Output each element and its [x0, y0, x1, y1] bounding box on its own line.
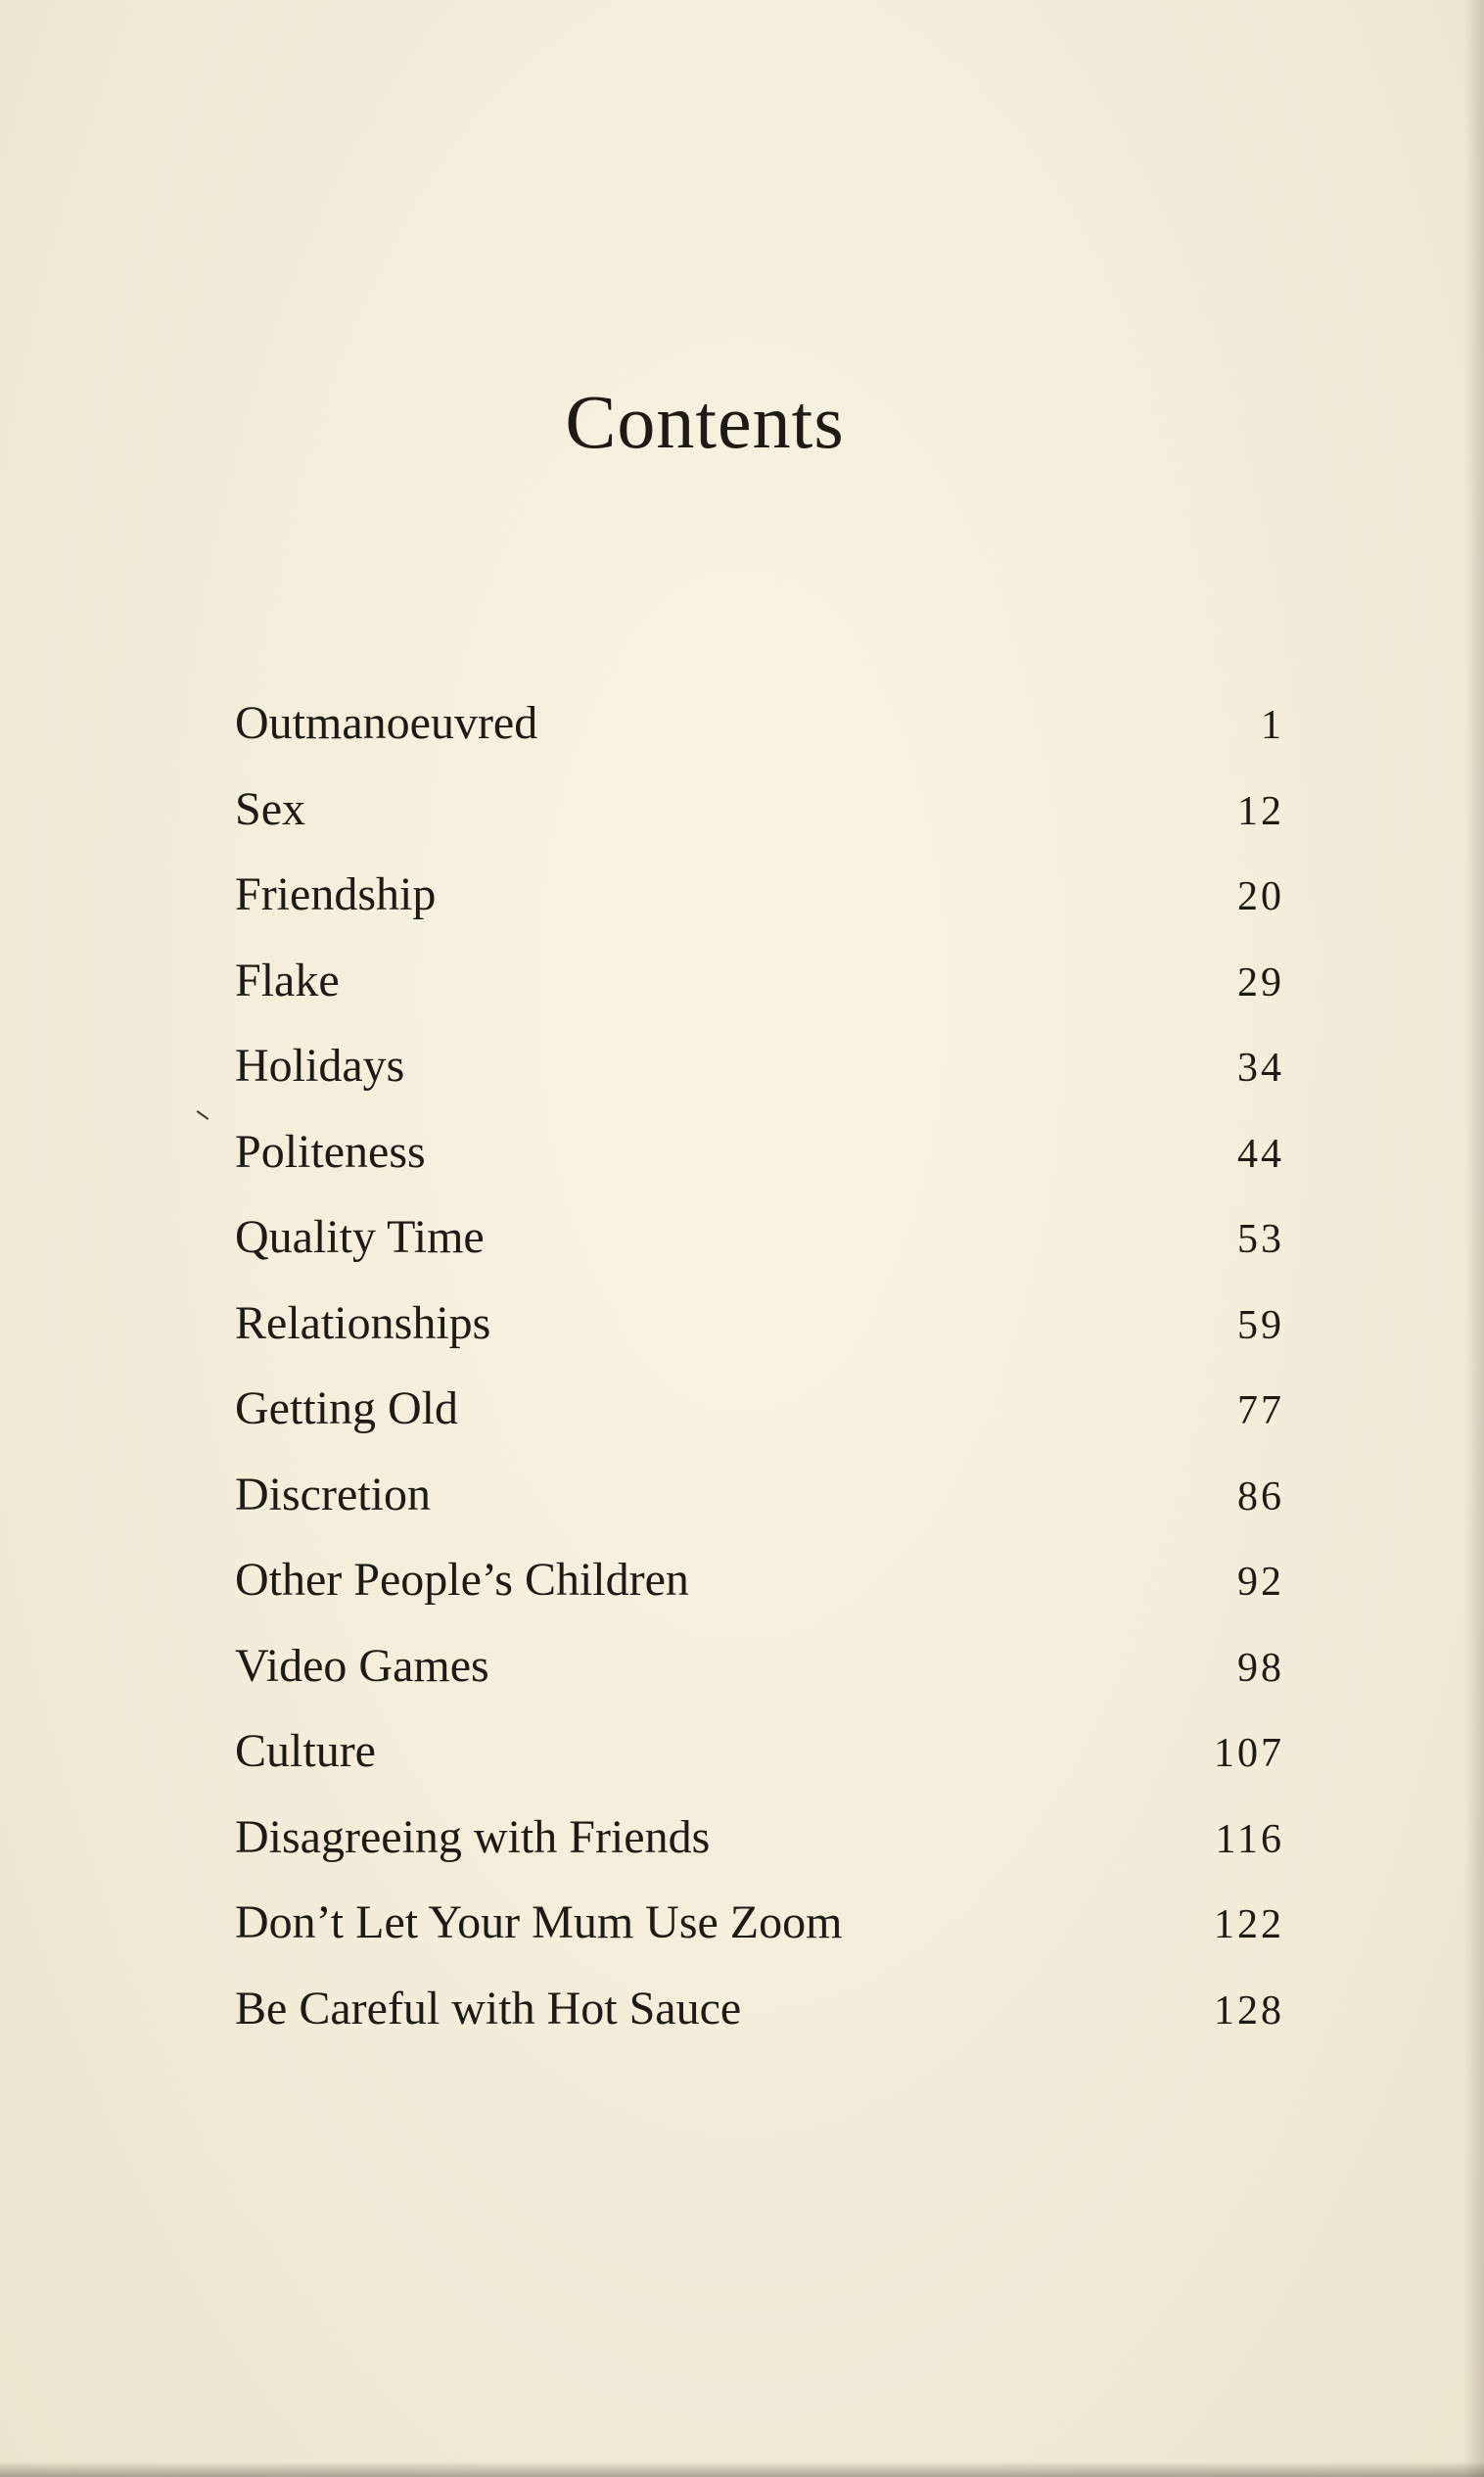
- toc-entry: [235, 938, 1284, 1024]
- toc-entry: [235, 1194, 1284, 1281]
- toc-entry: [235, 852, 1284, 938]
- toc-entry-page: 92: [1237, 1560, 1284, 1605]
- pencil-mark: [197, 1110, 209, 1120]
- toc-entry-page: 128: [1214, 1987, 1284, 2033]
- toc-entry-title: Discretion: [235, 1468, 431, 1520]
- toc-entry-page: 77: [1237, 1388, 1284, 1433]
- toc-entry-title: Disagreeing with Friends: [235, 1810, 711, 1863]
- toc-entry-title: Holidays: [235, 1040, 405, 1092]
- toc-entry: [235, 1023, 1284, 1109]
- toc-entry-title: Outmanoeuvred: [235, 697, 538, 749]
- toc-entry-page: 1: [1261, 703, 1284, 748]
- toc-entry: [235, 1966, 1284, 2052]
- page-edge-shadow: [1464, 0, 1484, 2477]
- toc-entry-title: Don’t Let Your Mum Use Zoom: [235, 1896, 843, 1948]
- toc-entry-page: 86: [1237, 1473, 1284, 1519]
- toc-entry-page: 98: [1237, 1645, 1284, 1691]
- toc-entry-title: Friendship: [235, 868, 437, 920]
- toc-entry-title: Culture: [235, 1725, 376, 1777]
- toc-entry-title: Flake: [235, 954, 340, 1006]
- toc-entry: [235, 1366, 1284, 1452]
- toc-entry-page: 12: [1237, 788, 1284, 834]
- toc-entry-title: Getting Old: [235, 1382, 458, 1434]
- toc-entry-page: 122: [1214, 1902, 1284, 1947]
- toc-entry-title: Quality Time: [235, 1211, 485, 1263]
- toc-entry-title: Be Careful with Hot Sauce: [235, 1982, 742, 2034]
- toc-entry: [235, 680, 1284, 767]
- toc-entry: [235, 767, 1284, 853]
- toc-entry: [235, 1281, 1284, 1367]
- toc-entry-title: Sex: [235, 782, 305, 835]
- toc-entry: [235, 1795, 1284, 1881]
- toc-entry-page: 59: [1237, 1302, 1284, 1348]
- toc-entry-title: Video Games: [235, 1639, 489, 1692]
- toc-entry-page: 29: [1237, 959, 1284, 1005]
- page-bottom-shadow: [0, 2461, 1484, 2477]
- toc-entry-title: Other People’s Children: [235, 1554, 689, 1606]
- toc-entry-page: 116: [1215, 1816, 1284, 1862]
- page-title: Contents: [565, 379, 845, 464]
- toc-entry: [235, 1109, 1284, 1195]
- toc-entry: [235, 1452, 1284, 1538]
- toc-entry-title: Relationships: [235, 1296, 491, 1349]
- toc-entry-page: 44: [1237, 1131, 1284, 1177]
- toc-entry: [235, 1623, 1284, 1709]
- toc-entry: [235, 1708, 1284, 1795]
- table-of-contents: [235, 680, 1284, 2051]
- toc-entry: [235, 1537, 1284, 1623]
- toc-entry-page: 34: [1237, 1046, 1284, 1091]
- toc-entry-page: 107: [1214, 1731, 1284, 1776]
- toc-entry-title: Politeness: [235, 1125, 426, 1178]
- toc-entry-page: 53: [1237, 1217, 1284, 1262]
- toc-entry-page: 20: [1237, 874, 1284, 919]
- toc-entry: [235, 1880, 1284, 1966]
